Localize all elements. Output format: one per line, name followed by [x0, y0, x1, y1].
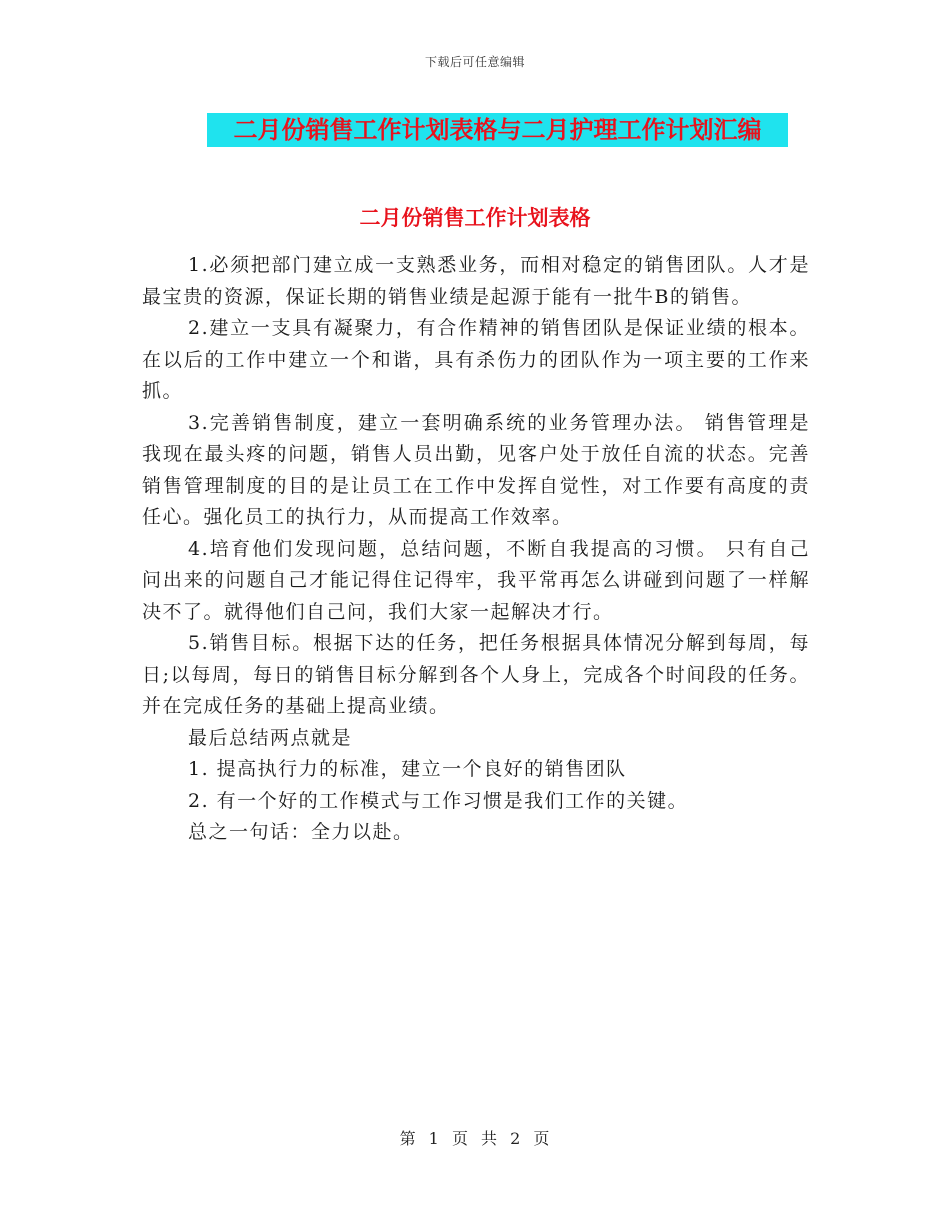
conclusion: 总之一句话：全力以赴。 [188, 821, 414, 843]
document-title: 二月份销售工作计划表格与二月护理工作计划汇编 [233, 116, 762, 144]
page-footer: 第 1 页 共 2 页 [399, 1129, 551, 1148]
paragraph-2: 2.建立一支具有凝聚力，有合作精神的销售团队是保证业绩的根本。在以后的工作中建立一个和谐，具有杀伤力的团队作为一项主要的工作来抓。 [142, 317, 810, 402]
summary-point-1: 1. 提高执行力的标准，建立一个良好的销售团队 [188, 758, 627, 780]
page-header: 下载后可任意编辑 [424, 55, 525, 69]
section-title: 二月份销售工作计划表格 [359, 206, 591, 230]
paragraph-5: 5.销售目标。根据下达的任务，把任务根据具体情况分解到每周，每日;以每周，每日的销售目标分解到各个人身上，完成各个时间段的任务。并在完成任务的基础上提高业绩。 [142, 632, 810, 717]
summary-intro: 最后总结两点就是 [188, 726, 353, 749]
paragraph-3: 3.完善销售制度，建立一套明确系统的业务管理办法。 销售管理是我现在最头疼的问题，销售人员出勤，见客户处于放任自流的状态。完善销售管理制度的目的是让员工在工作中发挥自觉性，对工作要有高度的责任心。强化员工的执行力，从而提高工作效率。 [142, 411, 810, 528]
paragraph-1: 1.必须把部门建立成一支熟悉业务，而相对稳定的销售团队。人才是最宝贵的资源，保证长期的销售业绩是起源于能有一批牛B的销售。 [142, 254, 810, 308]
paragraph-4: 4.培育他们发现问题，总结问题，不断自我提高的习惯。 只有自己问出来的问题自己才能记得住记得牢，我平常再怎么讲碰到问题了一样解决不了。就得他们自己问，我们大家一起解决才行。 [142, 537, 810, 623]
document-body [142, 250, 810, 849]
summary-point-2: 2. 有一个好的工作模式与工作习惯是我们工作的关键。 [188, 789, 689, 812]
